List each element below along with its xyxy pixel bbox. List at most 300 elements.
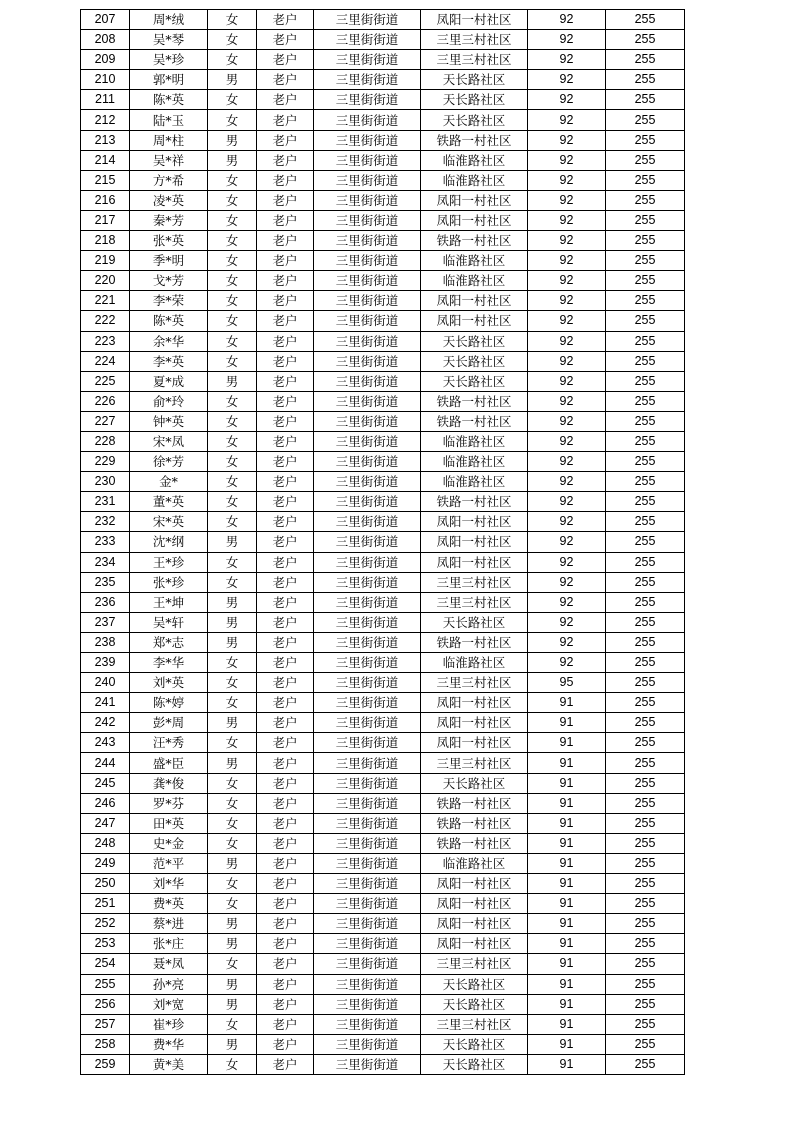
row-number-cell: 230 [81,472,130,492]
table-row [81,190,685,210]
community-cell: 天长路社区 [421,371,528,391]
gender-cell: 女 [208,673,257,693]
gender-cell: 女 [208,10,257,30]
household-type-cell: 老户 [257,914,314,934]
gender-cell: 女 [208,874,257,894]
subdistrict-cell: 三里街街道 [314,552,421,572]
community-cell: 临淮路社区 [421,853,528,873]
name-cell: 李*荣 [130,291,208,311]
table-row [81,753,685,773]
amount-cell: 255 [606,110,685,130]
household-type-cell: 老户 [257,512,314,532]
community-cell: 铁路一村社区 [421,130,528,150]
name-cell: 彭*周 [130,713,208,733]
amount-cell: 255 [606,693,685,713]
score-cell: 92 [528,30,606,50]
table-row [81,371,685,391]
community-cell: 凤阳一村社区 [421,210,528,230]
community-cell: 三里三村社区 [421,1014,528,1034]
community-cell: 三里三村社区 [421,753,528,773]
name-cell: 董*英 [130,492,208,512]
community-cell: 临淮路社区 [421,251,528,271]
gender-cell: 女 [208,391,257,411]
table-row [81,833,685,853]
row-number-cell: 254 [81,954,130,974]
row-number-cell: 231 [81,492,130,512]
table-row [81,10,685,30]
score-cell: 92 [528,251,606,271]
household-type-cell: 老户 [257,632,314,652]
gender-cell: 女 [208,90,257,110]
gender-cell: 男 [208,914,257,934]
amount-cell: 255 [606,492,685,512]
score-cell: 92 [528,291,606,311]
subdistrict-cell: 三里街街道 [314,974,421,994]
table-row [81,110,685,130]
subdistrict-cell: 三里街街道 [314,130,421,150]
table-row [81,231,685,251]
name-cell: 刘*宽 [130,994,208,1014]
table-row [81,411,685,431]
score-cell: 91 [528,813,606,833]
household-type-cell: 老户 [257,371,314,391]
amount-cell: 255 [606,1034,685,1054]
name-cell: 费*英 [130,894,208,914]
score-cell: 92 [528,592,606,612]
community-cell: 凤阳一村社区 [421,713,528,733]
amount-cell: 255 [606,653,685,673]
table-row [81,592,685,612]
row-number-cell: 224 [81,351,130,371]
household-type-cell: 老户 [257,673,314,693]
row-number-cell: 225 [81,371,130,391]
household-type-cell: 老户 [257,331,314,351]
amount-cell: 255 [606,130,685,150]
household-type-cell: 老户 [257,311,314,331]
score-cell: 92 [528,452,606,472]
table-row [81,894,685,914]
table-row [81,793,685,813]
row-number-cell: 248 [81,833,130,853]
row-number-cell: 252 [81,914,130,934]
row-number-cell: 241 [81,693,130,713]
row-number-cell: 209 [81,50,130,70]
amount-cell: 255 [606,1014,685,1034]
gender-cell: 女 [208,733,257,753]
subdistrict-cell: 三里街街道 [314,632,421,652]
score-cell: 91 [528,954,606,974]
name-cell: 张*庄 [130,934,208,954]
gender-cell: 女 [208,954,257,974]
household-type-cell: 老户 [257,30,314,50]
subdistrict-cell: 三里街街道 [314,733,421,753]
row-number-cell: 238 [81,632,130,652]
row-number-cell: 256 [81,994,130,1014]
subdistrict-cell: 三里街街道 [314,90,421,110]
household-type-cell: 老户 [257,572,314,592]
score-cell: 91 [528,733,606,753]
household-type-cell: 老户 [257,753,314,773]
household-type-cell: 老户 [257,592,314,612]
name-cell: 宋*英 [130,512,208,532]
subdistrict-cell: 三里街街道 [314,371,421,391]
household-type-cell: 老户 [257,833,314,853]
community-cell: 凤阳一村社区 [421,894,528,914]
gender-cell: 女 [208,291,257,311]
community-cell: 铁路一村社区 [421,411,528,431]
household-type-cell: 老户 [257,773,314,793]
score-cell: 92 [528,492,606,512]
gender-cell: 女 [208,251,257,271]
subdistrict-cell: 三里街街道 [314,653,421,673]
score-cell: 92 [528,170,606,190]
subdistrict-cell: 三里街街道 [314,793,421,813]
score-cell: 91 [528,693,606,713]
gender-cell: 男 [208,934,257,954]
score-cell: 92 [528,552,606,572]
gender-cell: 女 [208,572,257,592]
amount-cell: 255 [606,994,685,1014]
score-cell: 92 [528,632,606,652]
household-type-cell: 老户 [257,552,314,572]
row-number-cell: 259 [81,1054,130,1074]
row-number-cell: 243 [81,733,130,753]
row-number-cell: 217 [81,210,130,230]
name-cell: 王*珍 [130,552,208,572]
name-cell: 费*华 [130,1034,208,1054]
name-cell: 张*英 [130,231,208,251]
name-cell: 郭*明 [130,70,208,90]
community-cell: 天长路社区 [421,110,528,130]
score-cell: 95 [528,673,606,693]
score-cell: 92 [528,612,606,632]
table-row [81,813,685,833]
amount-cell: 255 [606,512,685,532]
gender-cell: 男 [208,632,257,652]
score-cell: 91 [528,833,606,853]
table-row [81,472,685,492]
amount-cell: 255 [606,934,685,954]
subdistrict-cell: 三里街街道 [314,331,421,351]
gender-cell: 女 [208,331,257,351]
amount-cell: 255 [606,632,685,652]
row-number-cell: 228 [81,431,130,451]
amount-cell: 255 [606,150,685,170]
row-number-cell: 245 [81,773,130,793]
amount-cell: 255 [606,773,685,793]
household-type-cell: 老户 [257,90,314,110]
table-row [81,391,685,411]
name-cell: 李*华 [130,653,208,673]
score-cell: 92 [528,10,606,30]
community-cell: 天长路社区 [421,90,528,110]
household-type-cell: 老户 [257,231,314,251]
row-number-cell: 207 [81,10,130,30]
household-type-cell: 老户 [257,130,314,150]
row-number-cell: 216 [81,190,130,210]
table-row [81,773,685,793]
table-row [81,653,685,673]
table-row [81,291,685,311]
table-row [81,170,685,190]
gender-cell: 女 [208,793,257,813]
gender-cell: 男 [208,853,257,873]
score-cell: 92 [528,90,606,110]
amount-cell: 255 [606,954,685,974]
gender-cell: 女 [208,271,257,291]
community-cell: 凤阳一村社区 [421,512,528,532]
row-number-cell: 211 [81,90,130,110]
household-type-cell: 老户 [257,974,314,994]
name-cell: 方*希 [130,170,208,190]
name-cell: 王*坤 [130,592,208,612]
household-type-cell: 老户 [257,452,314,472]
community-cell: 凤阳一村社区 [421,733,528,753]
community-cell: 天长路社区 [421,994,528,1014]
gender-cell: 女 [208,552,257,572]
community-cell: 铁路一村社区 [421,231,528,251]
gender-cell: 女 [208,1014,257,1034]
subdistrict-cell: 三里街街道 [314,874,421,894]
score-cell: 91 [528,934,606,954]
gender-cell: 女 [208,431,257,451]
table-row [81,733,685,753]
community-cell: 三里三村社区 [421,673,528,693]
subdistrict-cell: 三里街街道 [314,773,421,793]
community-cell: 三里三村社区 [421,50,528,70]
row-number-cell: 222 [81,311,130,331]
score-cell: 92 [528,190,606,210]
household-type-cell: 老户 [257,1014,314,1034]
score-cell: 91 [528,1034,606,1054]
table-row [81,70,685,90]
name-cell: 沈*纲 [130,532,208,552]
amount-cell: 255 [606,210,685,230]
row-number-cell: 257 [81,1014,130,1034]
gender-cell: 女 [208,492,257,512]
community-cell: 三里三村社区 [421,572,528,592]
community-cell: 天长路社区 [421,1034,528,1054]
amount-cell: 255 [606,50,685,70]
community-cell: 天长路社区 [421,70,528,90]
amount-cell: 255 [606,291,685,311]
community-cell: 凤阳一村社区 [421,532,528,552]
community-cell: 临淮路社区 [421,653,528,673]
table-row [81,693,685,713]
gender-cell: 女 [208,50,257,70]
household-type-cell: 老户 [257,492,314,512]
amount-cell: 255 [606,673,685,693]
household-type-cell: 老户 [257,874,314,894]
row-number-cell: 247 [81,813,130,833]
name-cell: 周*柱 [130,130,208,150]
score-cell: 91 [528,1014,606,1034]
row-number-cell: 227 [81,411,130,431]
name-cell: 孙*亮 [130,974,208,994]
table-row [81,552,685,572]
amount-cell: 255 [606,90,685,110]
subdistrict-cell: 三里街街道 [314,251,421,271]
row-number-cell: 234 [81,552,130,572]
name-cell: 史*金 [130,833,208,853]
community-cell: 凤阳一村社区 [421,311,528,331]
household-type-cell: 老户 [257,170,314,190]
score-cell: 91 [528,853,606,873]
row-number-cell: 240 [81,673,130,693]
community-cell: 三里三村社区 [421,954,528,974]
household-type-cell: 老户 [257,10,314,30]
gender-cell: 女 [208,833,257,853]
score-cell: 92 [528,512,606,532]
score-cell: 92 [528,391,606,411]
subdistrict-cell: 三里街街道 [314,934,421,954]
subdistrict-cell: 三里街街道 [314,271,421,291]
subdistrict-cell: 三里街街道 [314,391,421,411]
name-cell: 吴*琴 [130,30,208,50]
household-type-cell: 老户 [257,70,314,90]
subdistrict-cell: 三里街街道 [314,954,421,974]
row-number-cell: 255 [81,974,130,994]
amount-cell: 255 [606,170,685,190]
row-number-cell: 251 [81,894,130,914]
row-number-cell: 237 [81,612,130,632]
table-row [81,210,685,230]
household-type-cell: 老户 [257,934,314,954]
row-number-cell: 244 [81,753,130,773]
household-type-cell: 老户 [257,693,314,713]
score-cell: 92 [528,231,606,251]
table-row [81,271,685,291]
row-number-cell: 223 [81,331,130,351]
table-row [81,853,685,873]
subdistrict-cell: 三里街街道 [314,50,421,70]
household-type-cell: 老户 [257,291,314,311]
gender-cell: 女 [208,813,257,833]
table-row [81,150,685,170]
gender-cell: 男 [208,713,257,733]
household-type-cell: 老户 [257,1034,314,1054]
subdistrict-cell: 三里街街道 [314,452,421,472]
gender-cell: 男 [208,592,257,612]
score-cell: 92 [528,271,606,291]
row-number-cell: 215 [81,170,130,190]
row-number-cell: 208 [81,30,130,50]
gender-cell: 男 [208,994,257,1014]
subdistrict-cell: 三里街街道 [314,110,421,130]
amount-cell: 255 [606,853,685,873]
subdistrict-cell: 三里街街道 [314,853,421,873]
table-row [81,1034,685,1054]
gender-cell: 男 [208,974,257,994]
name-cell: 蔡*进 [130,914,208,934]
table-row [81,572,685,592]
community-cell: 临淮路社区 [421,452,528,472]
subdistrict-cell: 三里街街道 [314,70,421,90]
row-number-cell: 235 [81,572,130,592]
name-cell: 汪*秀 [130,733,208,753]
score-cell: 92 [528,130,606,150]
amount-cell: 255 [606,10,685,30]
score-cell: 92 [528,572,606,592]
community-cell: 临淮路社区 [421,431,528,451]
table-row [81,311,685,331]
household-type-cell: 老户 [257,110,314,130]
household-type-cell: 老户 [257,1054,314,1074]
row-number-cell: 210 [81,70,130,90]
score-cell: 92 [528,331,606,351]
gender-cell: 男 [208,753,257,773]
household-type-cell: 老户 [257,853,314,873]
name-cell: 陈*婷 [130,693,208,713]
subdistrict-cell: 三里街街道 [314,231,421,251]
subdistrict-cell: 三里街街道 [314,291,421,311]
name-cell: 徐*芳 [130,452,208,472]
score-cell: 91 [528,713,606,733]
table-row [81,130,685,150]
amount-cell: 255 [606,30,685,50]
subdistrict-cell: 三里街街道 [314,612,421,632]
score-cell: 91 [528,914,606,934]
table-row [81,914,685,934]
amount-cell: 255 [606,753,685,773]
score-cell: 92 [528,431,606,451]
amount-cell: 255 [606,793,685,813]
amount-cell: 255 [606,411,685,431]
community-cell: 凤阳一村社区 [421,693,528,713]
community-cell: 天长路社区 [421,974,528,994]
row-number-cell: 219 [81,251,130,271]
row-number-cell: 229 [81,452,130,472]
amount-cell: 255 [606,874,685,894]
household-type-cell: 老户 [257,431,314,451]
name-cell: 吴*珍 [130,50,208,70]
name-cell: 俞*玲 [130,391,208,411]
gender-cell: 女 [208,411,257,431]
household-type-cell: 老户 [257,793,314,813]
subdistrict-cell: 三里街街道 [314,210,421,230]
table-row [81,50,685,70]
name-cell: 季*明 [130,251,208,271]
score-cell: 92 [528,472,606,492]
community-cell: 凤阳一村社区 [421,914,528,934]
table-row [81,673,685,693]
score-cell: 92 [528,150,606,170]
household-type-cell: 老户 [257,954,314,974]
table-row [81,1014,685,1034]
row-number-cell: 246 [81,793,130,813]
gender-cell: 女 [208,170,257,190]
gender-cell: 女 [208,773,257,793]
table-row [81,954,685,974]
score-cell: 92 [528,110,606,130]
community-cell: 凤阳一村社区 [421,934,528,954]
name-cell: 周*绒 [130,10,208,30]
gender-cell: 女 [208,30,257,50]
gender-cell: 男 [208,371,257,391]
name-cell: 盛*臣 [130,753,208,773]
table-row [81,974,685,994]
community-cell: 天长路社区 [421,612,528,632]
community-cell: 临淮路社区 [421,472,528,492]
subdistrict-cell: 三里街街道 [314,693,421,713]
community-cell: 凤阳一村社区 [421,291,528,311]
subdistrict-cell: 三里街街道 [314,894,421,914]
community-cell: 铁路一村社区 [421,793,528,813]
row-number-cell: 239 [81,653,130,673]
subdistrict-cell: 三里街街道 [314,592,421,612]
amount-cell: 255 [606,371,685,391]
table-row [81,994,685,1014]
